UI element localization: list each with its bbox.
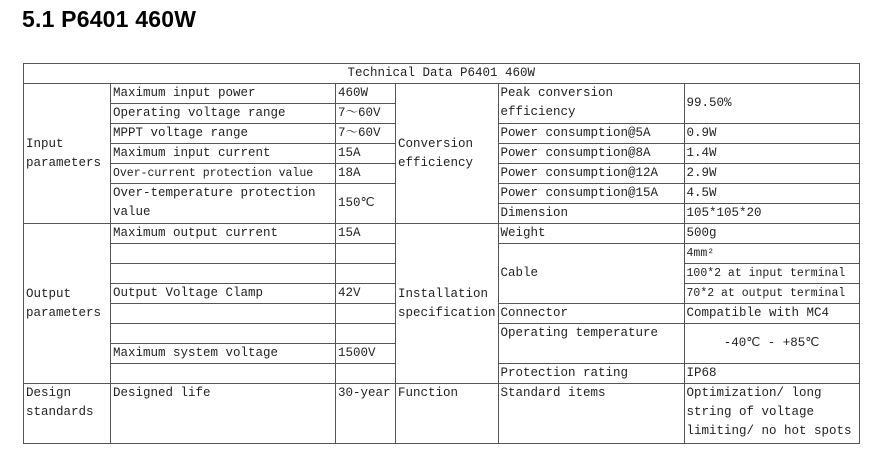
design-standards-label: Design standards — [24, 384, 111, 444]
param-name: Protection rating — [498, 364, 684, 384]
param-name: Peak conversion efficiency — [498, 84, 684, 124]
output-parameters-label: Output parameters — [24, 224, 111, 384]
input-parameters-label: Input parameters — [24, 84, 111, 224]
empty-cell — [336, 304, 396, 324]
param-value: 99.50% — [684, 84, 859, 124]
param-value: 7～60V — [336, 104, 396, 124]
param-name: Maximum input current — [111, 144, 336, 164]
function-label: Function — [396, 384, 499, 444]
installation-specification-label: Installation specification — [396, 224, 499, 384]
param-name: Power consumption@12A — [498, 164, 684, 184]
param-value: 15A — [336, 224, 396, 244]
param-value: 70*2 at output terminal — [684, 284, 859, 304]
table-row — [24, 384, 860, 444]
empty-cell — [111, 244, 336, 264]
empty-cell — [111, 264, 336, 284]
empty-cell — [111, 364, 336, 384]
param-value: Compatible with MC4 — [684, 304, 859, 324]
empty-cell — [336, 264, 396, 284]
param-name: Connector — [498, 304, 684, 324]
param-value: 2.9W — [684, 164, 859, 184]
empty-cell — [111, 324, 336, 344]
param-value: 18A — [336, 164, 396, 184]
table-row — [24, 224, 860, 244]
param-name: Maximum input power — [111, 84, 336, 104]
param-name: Dimension — [498, 204, 684, 224]
param-name: Standard items — [498, 384, 684, 444]
param-value: -40℃ - +85℃ — [684, 324, 859, 364]
param-name: Over-temperature protection value — [111, 184, 336, 224]
empty-cell — [336, 244, 396, 264]
param-name: Power consumption@8A — [498, 144, 684, 164]
param-value: 42V — [336, 284, 396, 304]
param-value: 7～60V — [336, 124, 396, 144]
param-name: Power consumption@15A — [498, 184, 684, 204]
param-value: 105*105*20 — [684, 204, 859, 224]
param-name: Maximum system voltage — [111, 344, 336, 364]
param-value: 150℃ — [336, 184, 396, 224]
param-name: Power consumption@5A — [498, 124, 684, 144]
param-value: IP68 — [684, 364, 859, 384]
page-title: 5.1 P6401 460W — [22, 6, 197, 32]
empty-cell — [111, 304, 336, 324]
table-row — [24, 84, 860, 104]
param-name: Operating temperature — [498, 324, 684, 364]
param-name: Maximum output current — [111, 224, 336, 244]
param-name: Over-current protection value — [111, 164, 336, 184]
param-value: 1500V — [336, 344, 396, 364]
param-value: 500g — [684, 224, 859, 244]
param-value: Optimization/ long string of voltage limiting/ no hot spots — [684, 384, 859, 444]
param-name: Operating voltage range — [111, 104, 336, 124]
param-name: Cable — [498, 244, 684, 304]
param-value: 4.5W — [684, 184, 859, 204]
param-value: 100*2 at input terminal — [684, 264, 859, 284]
param-name: MPPT voltage range — [111, 124, 336, 144]
param-value: 460W — [336, 84, 396, 104]
technical-data-table — [23, 63, 860, 444]
param-value: 0.9W — [684, 124, 859, 144]
empty-cell — [336, 324, 396, 344]
param-name: Output Voltage Clamp — [111, 284, 336, 304]
conversion-efficiency-label: Conversion efficiency — [396, 84, 499, 224]
table-caption-row — [24, 64, 860, 84]
param-value: 1.4W — [684, 144, 859, 164]
param-name: Designed life — [111, 384, 336, 444]
param-name: Weight — [498, 224, 684, 244]
table-caption: Technical Data P6401 460W — [24, 64, 860, 84]
param-value: 30-year — [336, 384, 396, 444]
param-value: 4mm² — [684, 244, 859, 264]
empty-cell — [336, 364, 396, 384]
param-value: 15A — [336, 144, 396, 164]
